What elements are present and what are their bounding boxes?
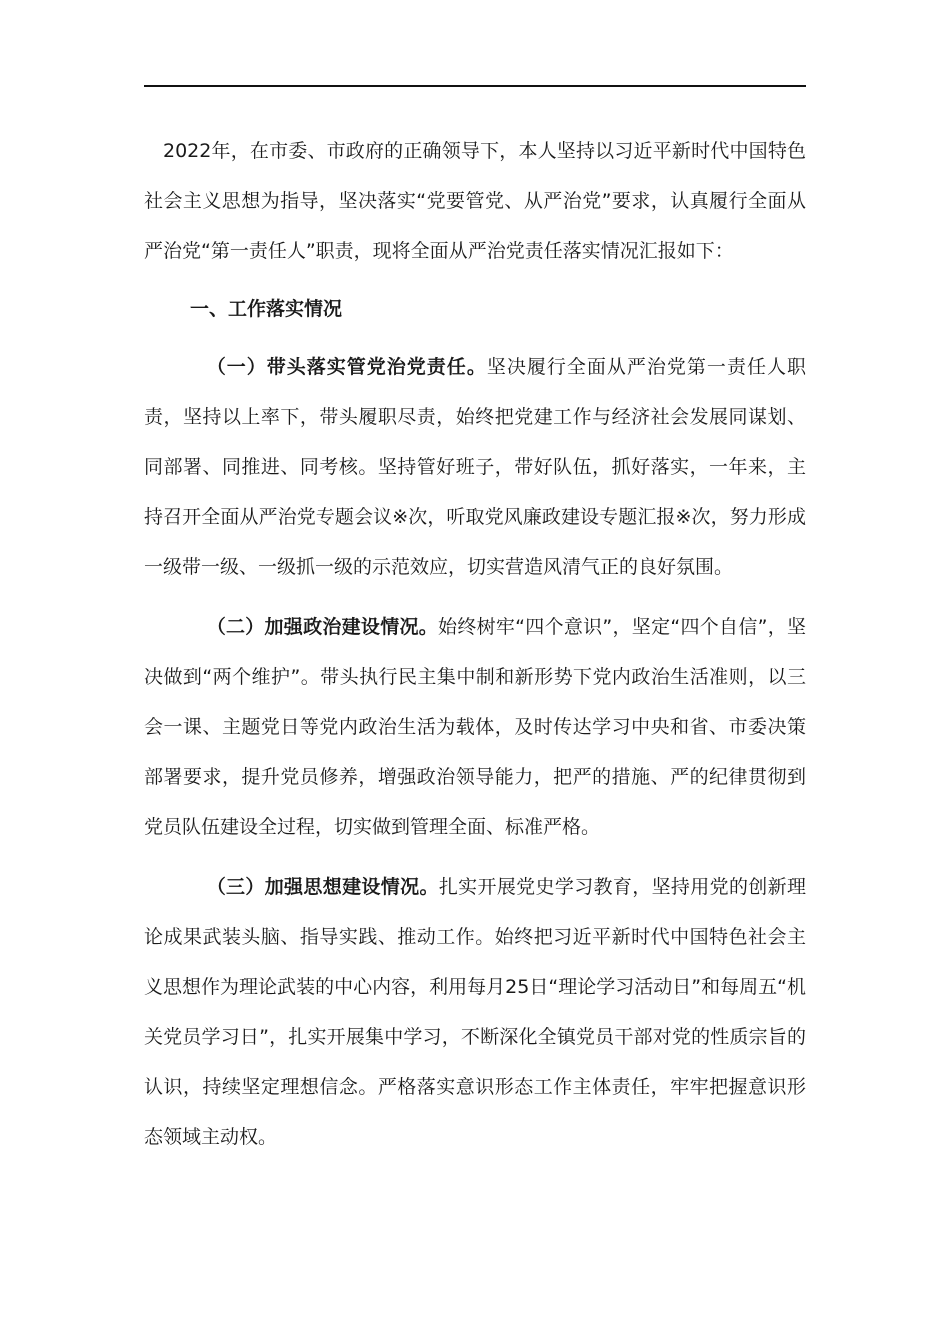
item-text-2: 始终树牢“四个意识”，坚定“四个自信”，坚决做到“两个维护”。带头执行民主集中制和新形势下党内政治生活准则，以三会一课、主题党日等党内政治生活为载体，及时传达学习中央和省、市委决策部署要求，提升党员修养，增强政治领导能力，把严的措施、严的纪律贯彻到党员队伍建设全过程，切实做到管理全面、标准严格。 [144, 616, 806, 838]
item-text-3: 扎实开展党史学习教育，坚持用党的创新理论成果武装头脑、指导实践、推动工作。始终把习近平新时代中国特色社会主义思想作为理论武装的中心内容，利用每月25日“理论学习活动日”和每周五“机关党员学习日”，扎实开展集中学习，不断深化全镇党员干部对党的性质宗旨的认识，持续坚定理想信念。严格落实意识形态工作主体责任，牢牢把握意识形态领域主动权。 [144, 876, 806, 1148]
section-heading: 一、工作落实情况 [190, 298, 343, 320]
item-lead-2: （二）加强政治建设情况。 [206, 616, 439, 638]
document-body [144, 126, 806, 1162]
intro-paragraph: 2022年，在市委、市政府的正确领导下，本人坚持以习近平新时代中国特色社会主义思想为指导，坚决落实“党要管党、从严治党”要求，认真履行全面从严治党“第一责任人”职责，现将全面从严治党责任落实情况汇报如下： [144, 140, 806, 262]
header-rule [144, 85, 806, 87]
item-text-1: 坚决履行全面从严治党第一责任人职责，坚持以上率下，带头履职尽责，始终把党建工作与经济社会发展同谋划、同部署、同推进、同考核。坚持管好班子，带好队伍，抓好落实，一年来，主持召开全面从严治党专题会议※次，听取党风廉政建设专题汇报※次，努力形成一级带一级、一级抓一级的示范效应，切实营造风清气正的良好氛围。 [144, 356, 806, 578]
item-lead-3: （三）加强思想建设情况。 [206, 876, 439, 898]
item-lead-1: （一）带头落实管党治党责任。 [206, 356, 487, 378]
item-paragraph-2 [144, 602, 806, 852]
item-paragraph-3 [144, 862, 806, 1162]
item-paragraph-1 [144, 342, 806, 592]
